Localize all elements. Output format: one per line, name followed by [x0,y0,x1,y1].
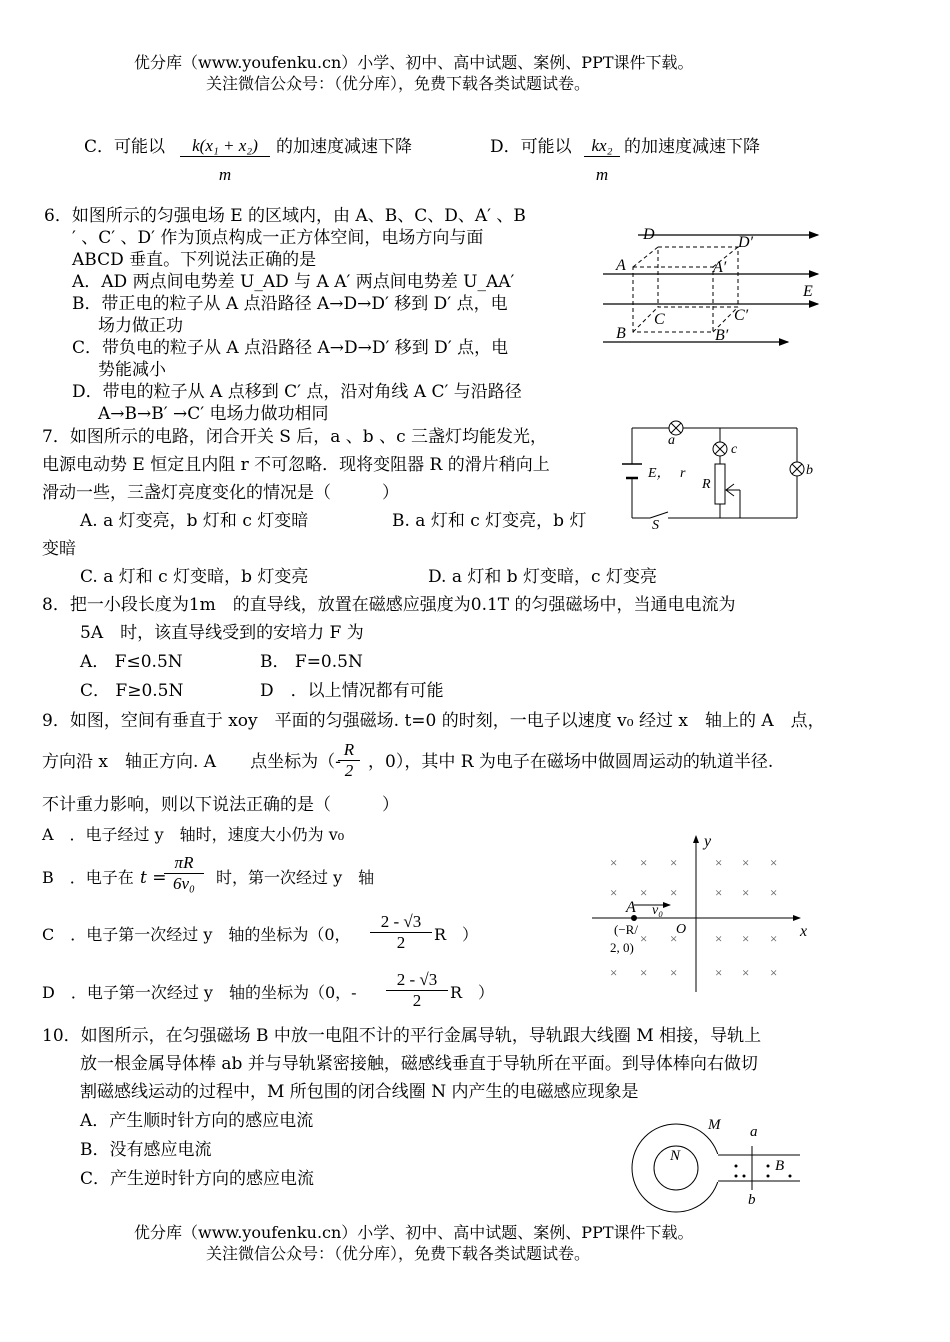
q6-option-c-line-2: 势能减小 [98,360,166,380]
q9-fig-label-x: x [800,923,808,940]
q6-option-d-line-2: A→B→B′ →C′ 电场力做功相同 [98,404,329,424]
q6-fig-label-d-prime: D′ [738,234,754,251]
q9-fig-label-coord-line-1: (−R/ [614,922,638,937]
q6-option-a: A．AD 两点间电势差 U_AD 与 A A′ 两点间电势差 U_AA′ [72,272,515,292]
svg-text:×: × [770,885,778,900]
q8-option-a: A． F≤0.5N [80,652,183,672]
q5-c-numerator: k(x₁ + x₂) [180,136,270,157]
q6-stem-line-2: ′ 、C′ 、D′ 作为顶点构成一正方体空间，电场方向与面 [72,228,484,248]
q7-stem-line-3: 滑动一些，三盏灯亮度变化的情况是（ ） [42,483,399,503]
q6-fig-label-e: E [803,283,813,300]
q9-fig-label-v0: v₀ [652,903,664,918]
q9-option-a: A ．电子经过 y 轴时，速度大小仍为 v₀ [42,825,345,844]
q8-option-b: B． F=0.5N [260,652,363,672]
svg-text:×: × [670,885,678,900]
q7-fig-label-b: b [806,463,813,478]
q9-d-denominator: 2 [412,991,422,1010]
q6-fig-label-b: B [616,325,626,342]
q8-stem-line-1: 8．把一小段长度为1m 的直导线，放置在磁感应强度为0.1T 的匀强磁场中，当通电电流为 [42,595,736,615]
q10-fig-label-b-field: B [775,1158,785,1174]
svg-text:×: × [770,965,778,980]
svg-text:×: × [610,965,618,980]
q9-option-b-eq: t = [140,868,167,888]
q7-option-b-line-2: 变暗 [42,539,76,559]
svg-text:×: × [742,965,750,980]
q6-fig-label-a-prime: A′ [713,259,727,276]
q5-option-c-fraction [180,136,270,185]
q8-stem-line-2: 5A 时，该直导线受到的安培力 F 为 [80,623,364,643]
q8-option-d: D ．以上情况都有可能 [260,681,444,701]
q6-fig-label-b-prime: B′ [715,327,729,344]
q10-option-a: A．产生顺时针方向的感应电流 [80,1111,314,1131]
q5-d-denominator: m [595,165,609,184]
footer-line-2: 关注微信公众号：（优分库），免费下载各类试题试卷。 [206,1244,591,1263]
q7-circuit-figure [622,418,813,533]
q9-stem-line-1: 9．如图，空间有垂直于 xoy 平面的匀强磁场. t=0 的时刻，一电子以速度 v₀ 经过 x 轴上的 A 点， [42,711,825,731]
q9-option-d-fraction [386,970,448,1011]
header-line-1: 优分库（www.youfenku.cn）小学、初中、高中试题、案例、PPT课件下载。 [134,53,694,72]
q7-fig-label-switch: S [652,518,659,533]
q9-b-numerator: πR [164,853,204,874]
svg-text:×: × [715,855,723,870]
q7-fig-label-e: E， [648,466,671,481]
q5-option-c-prefix: C．可能以 [84,137,166,157]
q9-stem-line-2b: ，0），其中 R 为电子在磁场中做圆周运动的轨道半径. [368,752,774,772]
q9-stem-line-3: 不计重力影响，则以下说法正确的是（ ） [42,795,399,815]
q9-option-c-prefix: C ．电子第一次经过 y 轴的坐标为（0， [42,925,351,944]
q7-option-c: C. a 灯和 c 灯变暗，b 灯变亮 [80,567,309,587]
svg-text:×: × [610,855,618,870]
q9-stem-fraction [338,740,360,781]
q9-option-b-fraction [164,853,204,894]
q6-fig-label-a: A [616,257,626,274]
svg-text:×: × [770,931,778,946]
q5-option-c-suffix: 的加速度减速下降 [276,137,412,157]
svg-text:×: × [670,931,678,946]
q6-option-b-line-2: 场力做正功 [98,316,183,336]
svg-text:×: × [715,931,723,946]
svg-text:×: × [770,855,778,870]
q9-stem-frac-num: R [338,740,360,761]
q9-fig-label-a: A [626,899,636,916]
svg-text:×: × [640,931,648,946]
q9-d-numerator: 2 - √3 [386,970,448,991]
q10-coil-rail-figure [628,1112,808,1212]
q10-option-c: C．产生逆时针方向的感应电流 [80,1169,315,1189]
q6-option-b-line-1: B．带正电的粒子从 A 点沿路径 A→D→D′ 移到 D′ 点，电 [72,294,508,314]
q9-option-b-prefix: B ．电子在 [42,868,134,887]
q9-c-numerator: 2 - √3 [370,912,432,933]
q5-option-d-prefix: D．可能以 [490,137,572,157]
q6-cube-field-figure [598,222,838,352]
svg-text:×: × [742,885,750,900]
q10-stem-line-3: 割磁感线运动的过程中，M 所包围的闭合线圈 N 内产生的电磁感应现象是 [80,1082,639,1102]
q6-fig-label-c-prime: C′ [734,307,749,324]
q5-option-d-fraction [584,136,620,185]
q6-stem-line-3: ABCD 垂直。下列说法正确的是 [72,250,317,270]
q7-fig-label-rheostat: R [702,477,711,492]
svg-text:×: × [670,965,678,980]
q10-fig-label-b: b [748,1192,756,1208]
svg-text:×: × [610,885,618,900]
q10-fig-label-m: M [708,1117,721,1133]
q7-option-a: A. a 灯变亮，b 灯和 c 灯变暗 [80,511,309,531]
header-line-2: 关注微信公众号：（优分库），免费下载各类试题试卷。 [206,74,591,93]
q7-option-b-line-1: B. a 灯和 c 灯变亮，b 灯 [392,511,587,531]
svg-text:×: × [715,885,723,900]
q10-option-b: B．没有感应电流 [80,1140,212,1160]
q9-option-c-suffix: R ） [434,925,479,944]
q7-fig-label-r: r [680,466,686,481]
q10-stem-line-2: 放一根金属导体棒 ab 并与导轨紧密接触，磁感线垂直于导轨所在平面。到导体棒向右做切 [80,1054,758,1074]
q6-option-c-line-1: C．带负电的粒子从 A 点沿路径 A→D→D′ 移到 D′ 点，电 [72,338,509,358]
q6-fig-label-d: D [643,226,655,243]
svg-text:×: × [742,931,750,946]
q7-stem-line-1: 7．如图所示的电路，闭合开关 S 后，a 、b 、c 三盏灯均能发光， [42,427,548,447]
q9-stem-frac-den: 2 [344,761,354,780]
q7-option-d: D. a 灯和 b 灯变暗，c 灯变亮 [428,567,657,587]
q10-fig-label-n: N [670,1148,681,1164]
q9-b-denominator: 6v₀ [173,874,195,893]
q9-option-c-fraction [370,912,432,953]
svg-text:×: × [640,965,648,980]
q10-stem-line-1: 10．如图所示，在匀强磁场 B 中放一电阻不计的平行金属导轨，导轨跟大线圈 M 相接，导轨上 [42,1026,762,1046]
q6-fig-label-c: C [654,311,665,328]
q9-stem-line-2a: 方向沿 x 轴正方向. A 点坐标为（- [42,752,341,772]
q10-fig-label-a: a [750,1124,758,1140]
q9-fig-label-origin: O [676,922,687,937]
q9-fig-label-y: y [704,833,712,850]
q5-c-denominator: m [218,165,232,184]
svg-text:×: × [670,855,678,870]
q9-fig-label-coord-line-2: 2, 0) [610,940,634,955]
q6-option-d-line-1: D．带电的粒子从 A 点移到 C′ 点，沿对角线 A C′ 与沿路径 [72,382,522,402]
svg-text:×: × [742,855,750,870]
q7-fig-label-c: c [731,442,738,457]
q9-option-d-suffix: R ） [450,983,495,1002]
svg-text:×: × [640,885,648,900]
footer-line-1: 优分库（www.youfenku.cn）小学、初中、高中试题、案例、PPT课件下载。 [134,1223,694,1242]
q8-option-c: C． F≥0.5N [80,681,184,701]
q9-magnetic-field-figure [590,832,820,997]
q9-option-d-prefix: D ．电子第一次经过 y 轴的坐标为（0，- [42,983,357,1002]
q7-stem-line-2: 电源电动势 E 恒定且内阻 r 不可忽略．现将变阻器 R 的滑片稍向上 [42,455,550,475]
q9-c-denominator: 2 [396,933,406,952]
q5-d-numerator: kx₂ [584,136,620,157]
q7-fig-label-a: a [668,433,675,448]
svg-text:×: × [640,855,648,870]
svg-text:×: × [715,965,723,980]
q5-option-d-suffix: 的加速度减速下降 [624,137,760,157]
q9-option-b-suffix: 时，第一次经过 y 轴 [216,868,375,887]
q6-stem-line-1: 6．如图所示的匀强电场 E 的区域内，由 A、B、C、D、A′ 、B [44,206,526,226]
